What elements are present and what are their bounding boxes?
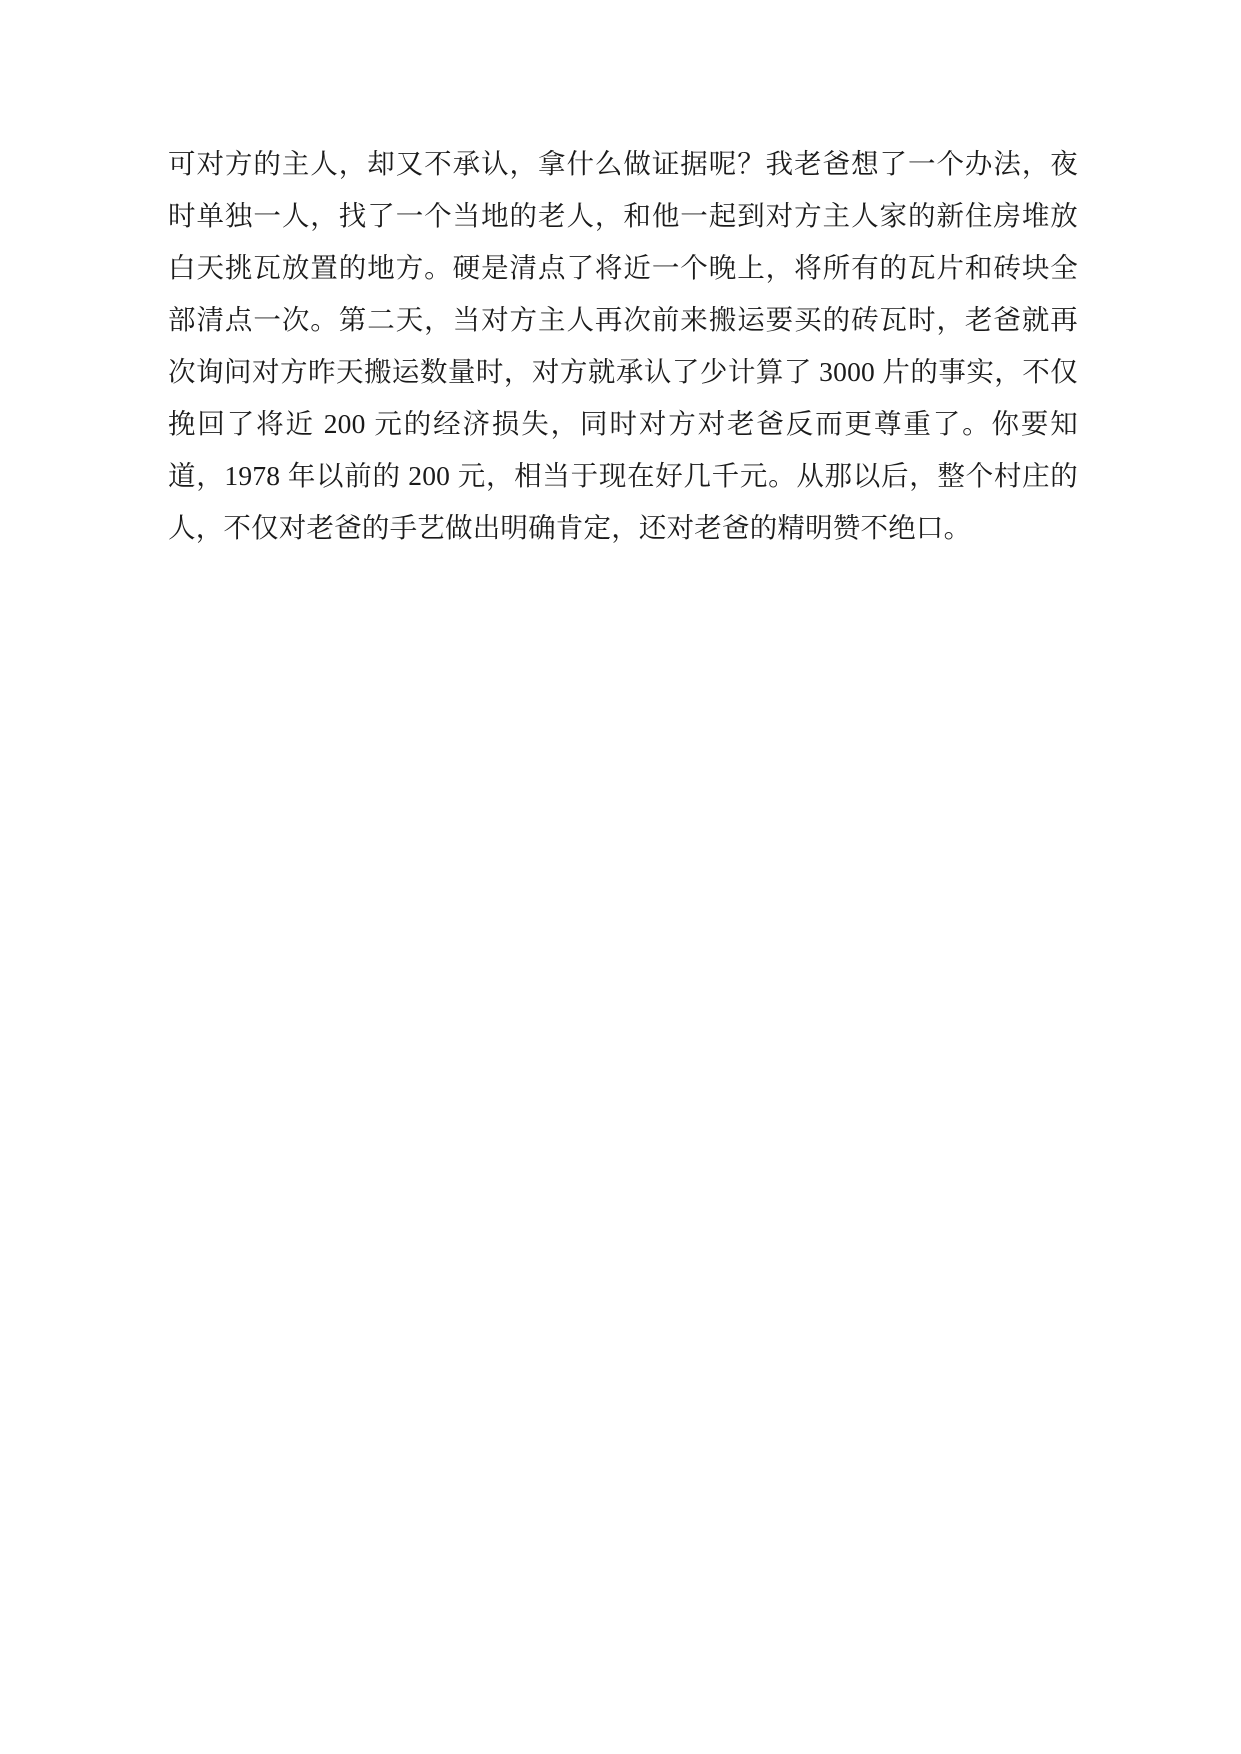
body-paragraph: 可对方的主人，却又不承认，拿什么做证据呢？我老爸想了一个办法，夜时单独一人，找了一个当地的老人，和他一起到对方主人家的新住房堆放白天挑瓦放置的地方。硬是清点了将近一个晚上，将所有的瓦片和砖块全部清点一次。第二天，当对方主人再次前来搬运要买的砖瓦时，老爸就再次询问对方昨天搬运数量时，对方就承认了少计算了 3000 片的事实，不仅挽回了将近 200 元的经济损失，同时对方对老爸反而更尊重了。你要知道，1978 年以前的 200 元，相当于现在好几千元。从那以后，整个村庄的人，不仅对老爸的手艺做出明确肯定，还对老爸的精明赞不绝口。 — [168, 148, 1078, 543]
page-content — [168, 138, 1078, 554]
